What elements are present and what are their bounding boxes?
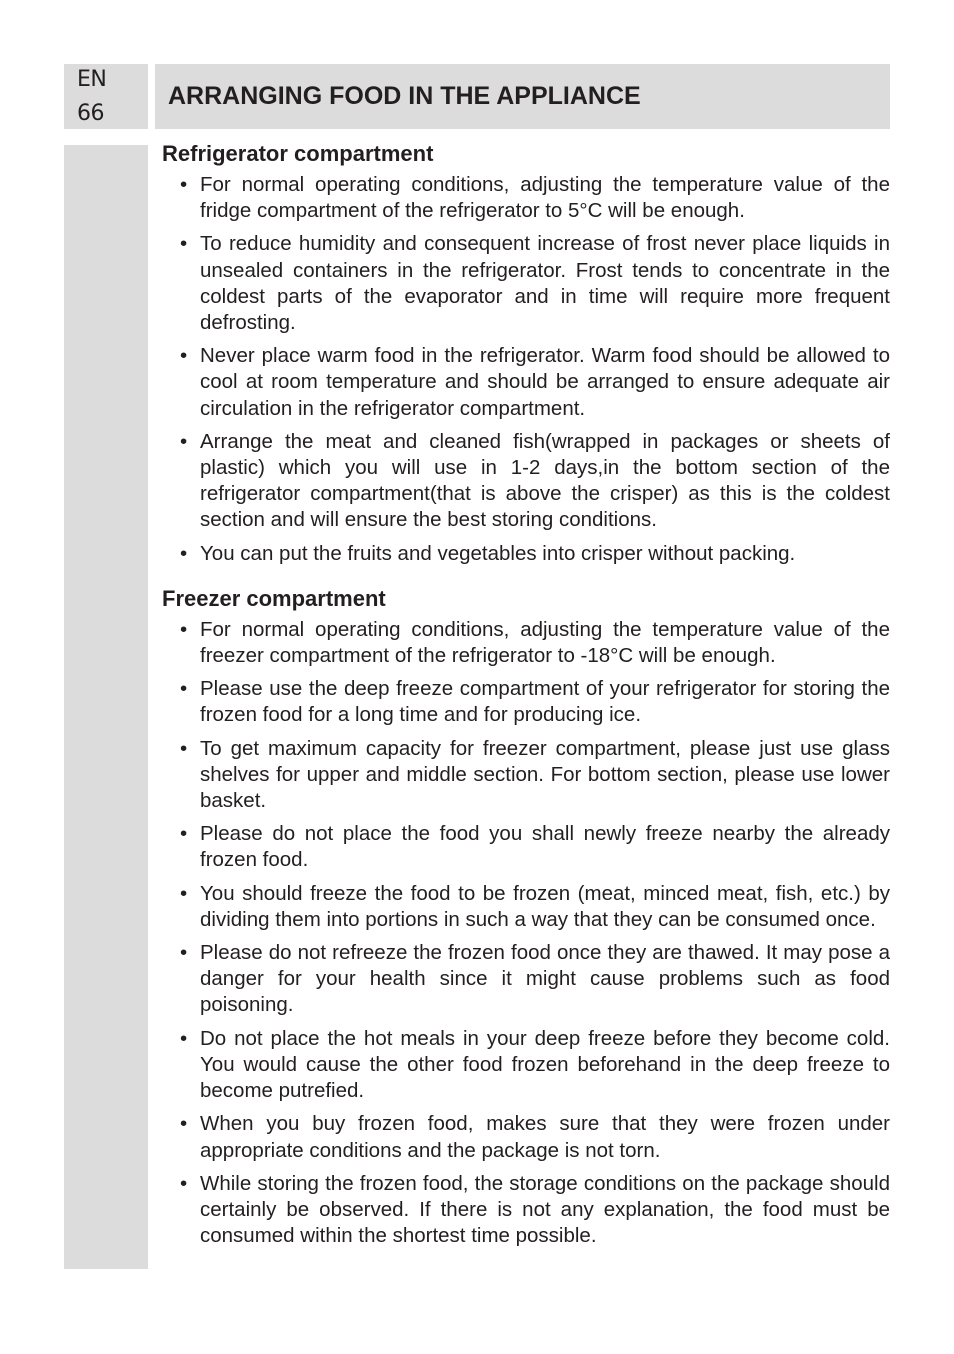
- list-item: • You should freeze the food to be frozen (meat, minced meat, fish, etc.) by dividing them into portions in such a way that they can be consumed once.: [162, 881, 890, 933]
- page-title: ARRANGING FOOD IN THE APPLIANCE: [168, 82, 641, 110]
- page-number: 66: [77, 101, 104, 126]
- section-freezer: [162, 585, 890, 1249]
- side-bar: [64, 145, 148, 1269]
- list-item: • To get maximum capacity for freezer compartment, please just use glass shelves for upper and middle section. For bottom section, please use lower basket.: [162, 736, 890, 815]
- bullet-list: [162, 172, 890, 567]
- list-item: • Please do not refreeze the frozen food once they are thawed. It may pose a danger for your health since it might cause problems such as food poisoning.: [162, 940, 890, 1019]
- list-item: • You can put the fruits and vegetables into crisper without packing.: [162, 541, 890, 567]
- section-heading: Refrigerator compartment: [162, 141, 434, 166]
- list-item: • When you buy frozen food, makes sure that they were frozen under appropriate conditions and the package is not torn.: [162, 1111, 890, 1163]
- list-item: • Never place warm food in the refrigerator. Warm food should be allowed to cool at room temperature and should be arranged to ensure adequate air circulation in the refrigerator compartment.: [162, 343, 890, 422]
- list-item: • For normal operating conditions, adjusting the temperature value of the freezer compartment of the refrigerator to -18°C will be enough.: [162, 617, 890, 669]
- list-item: • For normal operating conditions, adjusting the temperature value of the fridge compartment of the refrigerator to 5°C will be enough.: [162, 172, 890, 224]
- list-item: • Please use the deep freeze compartment of your refrigerator for storing the frozen food for a long time and for producing ice.: [162, 676, 890, 728]
- section-heading: Freezer compartment: [162, 585, 386, 611]
- main-content: [162, 140, 890, 1256]
- list-item: • While storing the frozen food, the storage conditions on the package should certainly be observed. If there is not any explanation, the food must be consumed within the shortest time possible.: [162, 1171, 890, 1250]
- bullet-list: [162, 617, 890, 1249]
- list-item: • To reduce humidity and consequent increase of frost never place liquids in unsealed containers in the refrigerator. Frost tends to concentrate in the coldest parts of the evaporator and in time will require more frequent defrosting.: [162, 231, 890, 336]
- list-item: • Arrange the meat and cleaned fish(wrapped in packages or sheets of plastic) which you will use in 1-2 days,in the bottom section of the refrigerator compartment(that is above the crisper) as this is the coldest section and will ensure the best storing conditions.: [162, 429, 890, 534]
- page-language: EN: [77, 67, 107, 92]
- section-refrigerator: [162, 140, 890, 567]
- list-item: • Do not place the hot meals in your deep freeze before they become cold. You would cause the other food frozen beforehand in the deep freeze to become putrefied.: [162, 1026, 890, 1105]
- list-item: • Please do not place the food you shall newly freeze nearby the already frozen food.: [162, 821, 890, 873]
